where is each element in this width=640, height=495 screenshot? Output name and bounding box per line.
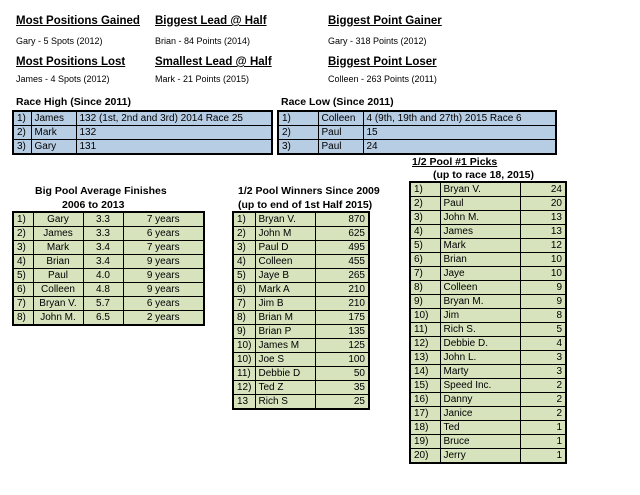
name-cell: John M. <box>440 211 520 225</box>
table-row <box>410 351 566 365</box>
rank-cell: 3) <box>13 241 33 255</box>
name-cell: Bruce <box>440 435 520 449</box>
value-cell: 132 <box>76 126 272 140</box>
rank-cell: 4) <box>233 255 255 269</box>
half-winners-title: 1/2 Pool Winners Since 2009 <box>238 185 380 197</box>
name-cell: Brian <box>33 255 83 269</box>
value-cell: 13 <box>520 211 566 225</box>
stat-value-most-positions-gained: Gary - 5 Spots (2012) <box>16 36 103 46</box>
table-row <box>13 297 204 311</box>
table-row <box>13 311 204 326</box>
name-cell: Bryan V. <box>33 297 83 311</box>
table-row <box>410 407 566 421</box>
rank-cell: 1) <box>13 212 33 227</box>
value-cell: 131 <box>76 140 272 155</box>
rank-cell: 10) <box>410 309 440 323</box>
name-cell: Debbie D. <box>440 337 520 351</box>
table-row <box>410 323 566 337</box>
race-high-title: Race High (Since 2011) <box>16 96 131 108</box>
rank-cell: 10) <box>233 339 255 353</box>
name-cell: Paul <box>440 197 520 211</box>
stat-value-most-positions-lost: James - 4 Spots (2012) <box>16 74 110 84</box>
race-low-table <box>277 110 557 155</box>
avg-cell: 6.5 <box>83 311 123 326</box>
name-cell: Ted Z <box>255 381 315 395</box>
rank-cell: 6) <box>13 283 33 297</box>
rank-cell: 14) <box>410 365 440 379</box>
rank-cell: 2) <box>13 227 33 241</box>
table-row <box>13 126 272 140</box>
table-row <box>13 241 204 255</box>
rank-cell: 4) <box>410 225 440 239</box>
value-cell: 1 <box>520 421 566 435</box>
table-row <box>410 393 566 407</box>
table-row <box>278 140 556 155</box>
avg-cell: 4.0 <box>83 269 123 283</box>
value-cell: 20 <box>520 197 566 211</box>
name-cell: Jim <box>440 309 520 323</box>
name-cell: Bryan V. <box>255 212 315 227</box>
avg-cell: 4.8 <box>83 283 123 297</box>
value-cell: 50 <box>315 367 369 381</box>
rank-cell: 19) <box>410 435 440 449</box>
stat-title-biggest-point-gainer: Biggest Point Gainer <box>328 15 442 27</box>
rank-cell: 2) <box>13 126 31 140</box>
name-cell: Joe S <box>255 353 315 367</box>
race-low-title: Race Low (Since 2011) <box>281 96 394 108</box>
name-cell: Bryan V. <box>440 182 520 197</box>
name-cell: Colleen <box>33 283 83 297</box>
table-row <box>233 325 369 339</box>
value-cell: 2 <box>520 393 566 407</box>
value-cell: 625 <box>315 227 369 241</box>
rank-cell: 4) <box>13 255 33 269</box>
value-cell: 3 <box>520 365 566 379</box>
rank-cell: 16) <box>410 393 440 407</box>
rank-cell: 2) <box>278 126 318 140</box>
rank-cell: 1) <box>278 111 318 126</box>
big-pool-subtitle: 2006 to 2013 <box>62 199 125 211</box>
value-cell: 100 <box>315 353 369 367</box>
rank-cell: 9) <box>410 295 440 309</box>
table-row <box>410 182 566 197</box>
years-cell: 6 years <box>123 227 204 241</box>
table-row <box>233 311 369 325</box>
name-cell: Colleen <box>440 281 520 295</box>
table-row <box>410 421 566 435</box>
value-cell: 35 <box>315 381 369 395</box>
table-row <box>410 435 566 449</box>
table-row <box>233 353 369 367</box>
name-cell: Jerry <box>440 449 520 464</box>
avg-cell: 3.4 <box>83 255 123 269</box>
stat-title-most-positions-gained: Most Positions Gained <box>16 15 140 27</box>
name-cell: Mark A <box>255 283 315 297</box>
table-row <box>233 212 369 227</box>
value-cell: 5 <box>520 323 566 337</box>
table-row <box>233 255 369 269</box>
stat-value-biggest-point-gainer: Gary - 318 Points (2012) <box>328 36 427 46</box>
race-high-table <box>12 110 273 155</box>
rank-cell: 1) <box>410 182 440 197</box>
rank-cell: 5) <box>233 269 255 283</box>
value-cell: 8 <box>520 309 566 323</box>
name-cell: Janice <box>440 407 520 421</box>
table-row <box>410 239 566 253</box>
name-cell: Brian P <box>255 325 315 339</box>
name-cell: Bryan M. <box>440 295 520 309</box>
name-cell: John M. <box>33 311 83 326</box>
value-cell: 132 (1st, 2nd and 3rd) 2014 Race 25 <box>76 111 272 126</box>
table-row <box>410 197 566 211</box>
value-cell: 24 <box>520 182 566 197</box>
half-picks-table <box>409 181 567 464</box>
table-row <box>278 111 556 126</box>
value-cell: 210 <box>315 297 369 311</box>
table-row <box>410 365 566 379</box>
half-picks-title: 1/2 Pool #1 Picks <box>412 156 498 168</box>
value-cell: 495 <box>315 241 369 255</box>
table-row <box>233 381 369 395</box>
rank-cell: 15) <box>410 379 440 393</box>
value-cell: 9 <box>520 281 566 295</box>
value-cell: 2 <box>520 379 566 393</box>
name-cell: Rich S. <box>440 323 520 337</box>
value-cell: 3 <box>520 351 566 365</box>
name-cell: Speed Inc. <box>440 379 520 393</box>
rank-cell: 1) <box>13 111 31 126</box>
stat-title-most-positions-lost: Most Positions Lost <box>16 56 126 68</box>
table-row <box>233 297 369 311</box>
value-cell: 25 <box>315 395 369 410</box>
years-cell: 7 years <box>123 241 204 255</box>
name-cell: Mark <box>33 241 83 255</box>
big-pool-title: Big Pool Average Finishes <box>35 185 167 197</box>
rank-cell: 1) <box>233 212 255 227</box>
rank-cell: 6) <box>233 283 255 297</box>
value-cell: 4 (9th, 19th and 27th) 2015 Race 6 <box>363 111 556 126</box>
avg-cell: 5.7 <box>83 297 123 311</box>
rank-cell: 11) <box>233 367 255 381</box>
value-cell: 210 <box>315 283 369 297</box>
rank-cell: 5) <box>13 269 33 283</box>
value-cell: 175 <box>315 311 369 325</box>
stat-value-smallest-lead-half: Mark - 21 Points (2015) <box>155 74 250 84</box>
years-cell: 2 years <box>123 311 204 326</box>
table-row <box>13 111 272 126</box>
half-winners-table <box>232 211 370 410</box>
rank-cell: 3) <box>410 211 440 225</box>
name-cell: Gary <box>31 140 76 155</box>
rank-cell: 3) <box>278 140 318 155</box>
table-row <box>13 140 272 155</box>
stat-value-biggest-point-loser: Colleen - 263 Points (2011) <box>328 74 437 84</box>
name-cell: Ted <box>440 421 520 435</box>
name-cell: Gary <box>33 212 83 227</box>
name-cell: Jim B <box>255 297 315 311</box>
value-cell: 12 <box>520 239 566 253</box>
name-cell: Colleen <box>318 111 363 126</box>
value-cell: 1 <box>520 435 566 449</box>
avg-cell: 3.4 <box>83 241 123 255</box>
name-cell: Paul D <box>255 241 315 255</box>
rank-cell: 9) <box>233 325 255 339</box>
table-row <box>410 225 566 239</box>
table-row <box>410 295 566 309</box>
value-cell: 455 <box>315 255 369 269</box>
avg-cell: 3.3 <box>83 227 123 241</box>
stat-title-biggest-point-loser: Biggest Point Loser <box>328 56 437 68</box>
rank-cell: 13) <box>410 351 440 365</box>
value-cell: 870 <box>315 212 369 227</box>
rank-cell: 5) <box>410 239 440 253</box>
rank-cell: 11) <box>410 323 440 337</box>
name-cell: Paul <box>318 126 363 140</box>
value-cell: 15 <box>363 126 556 140</box>
name-cell: Marty <box>440 365 520 379</box>
table-row <box>410 309 566 323</box>
table-row <box>13 212 204 227</box>
name-cell: Debbie D <box>255 367 315 381</box>
table-row <box>233 241 369 255</box>
value-cell: 125 <box>315 339 369 353</box>
name-cell: Paul <box>318 140 363 155</box>
name-cell: Jaye B <box>255 269 315 283</box>
name-cell: Mark <box>440 239 520 253</box>
rank-cell: 8) <box>410 281 440 295</box>
table-row <box>13 227 204 241</box>
half-picks-subtitle: (up to race 18, 2015) <box>433 169 534 181</box>
table-row <box>233 269 369 283</box>
half-winners-subtitle: (up to end of 1st Half 2015) <box>238 199 373 211</box>
rank-cell: 13 <box>233 395 255 410</box>
rank-cell: 7) <box>410 267 440 281</box>
name-cell: James <box>33 227 83 241</box>
name-cell: Brian <box>440 253 520 267</box>
rank-cell: 12) <box>410 337 440 351</box>
years-cell: 7 years <box>123 212 204 227</box>
value-cell: 4 <box>520 337 566 351</box>
years-cell: 9 years <box>123 269 204 283</box>
table-row <box>13 269 204 283</box>
table-row <box>410 281 566 295</box>
years-cell: 9 years <box>123 255 204 269</box>
table-row <box>233 367 369 381</box>
name-cell: James <box>440 225 520 239</box>
stat-title-biggest-lead-half: Biggest Lead @ Half <box>155 15 267 27</box>
rank-cell: 18) <box>410 421 440 435</box>
table-row <box>233 227 369 241</box>
value-cell: 13 <box>520 225 566 239</box>
name-cell: Jaye <box>440 267 520 281</box>
table-row <box>233 283 369 297</box>
rank-cell: 3) <box>13 140 31 155</box>
table-row <box>410 253 566 267</box>
rank-cell: 2) <box>233 227 255 241</box>
rank-cell: 6) <box>410 253 440 267</box>
rank-cell: 17) <box>410 407 440 421</box>
value-cell: 9 <box>520 295 566 309</box>
name-cell: Paul <box>33 269 83 283</box>
rank-cell: 8) <box>13 311 33 326</box>
stat-title-smallest-lead-half: Smallest Lead @ Half <box>155 56 272 68</box>
name-cell: Rich S <box>255 395 315 410</box>
table-row <box>233 339 369 353</box>
value-cell: 265 <box>315 269 369 283</box>
rank-cell: 7) <box>233 297 255 311</box>
table-row <box>278 126 556 140</box>
years-cell: 9 years <box>123 283 204 297</box>
value-cell: 2 <box>520 407 566 421</box>
big-pool-table <box>12 211 205 326</box>
name-cell: Danny <box>440 393 520 407</box>
rank-cell: 20) <box>410 449 440 464</box>
name-cell: Colleen <box>255 255 315 269</box>
value-cell: 24 <box>363 140 556 155</box>
avg-cell: 3.3 <box>83 212 123 227</box>
value-cell: 135 <box>315 325 369 339</box>
name-cell: James <box>31 111 76 126</box>
value-cell: 10 <box>520 267 566 281</box>
name-cell: John L. <box>440 351 520 365</box>
table-row <box>233 395 369 410</box>
rank-cell: 3) <box>233 241 255 255</box>
table-row <box>410 267 566 281</box>
years-cell: 6 years <box>123 297 204 311</box>
table-row <box>410 337 566 351</box>
table-row <box>13 255 204 269</box>
rank-cell: 7) <box>13 297 33 311</box>
rank-cell: 12) <box>233 381 255 395</box>
table-row <box>410 449 566 464</box>
name-cell: Mark <box>31 126 76 140</box>
name-cell: Brian M <box>255 311 315 325</box>
table-row <box>410 379 566 393</box>
table-row <box>13 283 204 297</box>
rank-cell: 10) <box>233 353 255 367</box>
value-cell: 1 <box>520 449 566 464</box>
name-cell: James M <box>255 339 315 353</box>
table-row <box>410 211 566 225</box>
name-cell: John M <box>255 227 315 241</box>
rank-cell: 8) <box>233 311 255 325</box>
rank-cell: 2) <box>410 197 440 211</box>
stat-value-biggest-lead-half: Brian - 84 Points (2014) <box>155 36 251 46</box>
value-cell: 10 <box>520 253 566 267</box>
